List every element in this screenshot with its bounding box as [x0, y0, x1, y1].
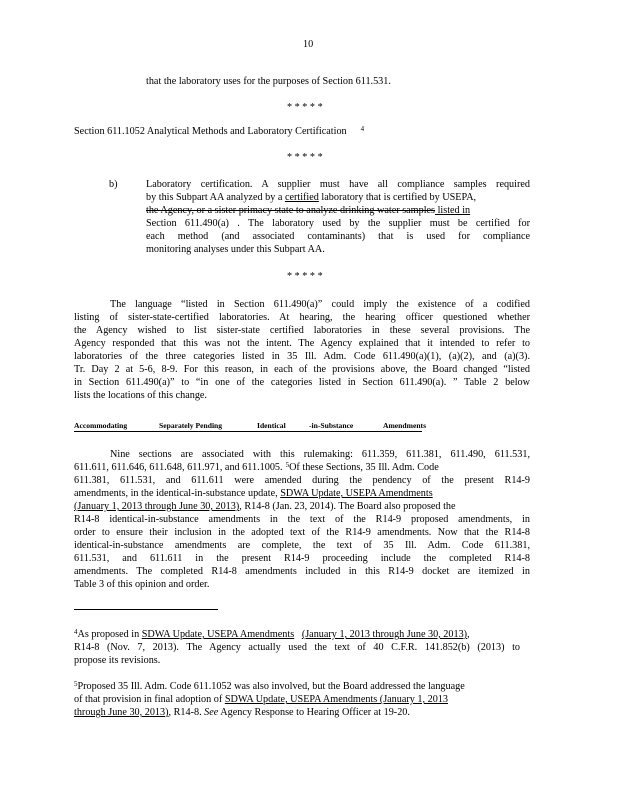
subsection-label: b) [109, 179, 118, 190]
section-heading [74, 125, 364, 138]
footnote-5-line-3: through June 30, 2013), R14-8. See Agency Response to Hearing Officer at 19-20. [74, 707, 410, 718]
subheading-underline [74, 431, 422, 432]
footnote-4-line-3: propose its revisions. [74, 655, 161, 666]
para1-line: Tr. Day 2 at 5-6, 8-9. For this reason, in each of the provisions above, the Board changed “listed [74, 364, 530, 375]
separator-stars-1: * * * * * [287, 102, 323, 113]
para1-line: laboratories of the three categories listed in 35 Ill. Adm. Code 611.490(a)(1), (a)(2), and (a)(3). [74, 351, 530, 362]
footnote-ref-4[interactable]: 4 [360, 125, 365, 133]
subheading-accommodating: Accommodating [74, 421, 128, 430]
para1-line: The language “listed in Section 611.490(a)” could imply the existence of a codified [110, 299, 530, 310]
deleted-text: the Agency, or a sister primacy state to analyze drinking water samples [146, 205, 436, 216]
footnote-5-line-2: of that provision in final adoption of SDWA Update, USEPA Amendments (January 1, 2013 [74, 694, 448, 705]
para1-line: lists the locations of this change. [74, 390, 207, 401]
footnote-4-marker: 4 [74, 628, 78, 636]
para2-line: 611.381, 611.531, and 611.611 were amended during the pendency of the present R14-9 [74, 475, 530, 486]
para1-line: in Section 611.490(a)” to “in one of the categories listed in Section 611.490(a). ” Table 2 below [74, 377, 530, 388]
footnote-4-line-1: $^4$As proposed in SDWA Update, USEPA Amendments (January 1, 2013 through June 30, 2013), [74, 628, 470, 640]
subsection-line-2: by this Subpart AA analyzed by a certified laboratory that is certified by USEPA, [146, 192, 477, 203]
para2-line: amendments. The completed R14-8 amendments included in this R14-9 docket are itemized in [74, 566, 530, 577]
section-heading-text: Section 611.1052 Analytical Methods and Laboratory Certification [74, 126, 347, 137]
intro-line: that the laboratory uses for the purposes of Section 611.531. [146, 76, 391, 87]
subsection-line-3 [146, 204, 530, 217]
subsection-line-1: Laboratory certification. A supplier must have all compliance samples required [146, 179, 530, 190]
citation-link[interactable]: (January 1, 2013 through June 30, 2013) [301, 629, 468, 640]
para2-line: Nine sections are associated with this rulemaking: 611.359, 611.381, 611.490, 611.531, [110, 449, 530, 460]
subheading-identical: Identical [257, 421, 286, 430]
citation-link[interactable]: (January 1, 2013 through June 30, 2013) [74, 501, 240, 512]
separator-stars-2: * * * * * [287, 152, 323, 163]
footnote-4-line-2: R14-8 (Nov. 7, 2013). The Agency actually used the text of 40 C.F.R. 141.852(b) (2013) to [74, 642, 520, 653]
subheading-amendments: Amendments [383, 421, 427, 430]
subsection-line-6: monitoring analyses under this Subpart AA. [146, 244, 325, 255]
para2-line: 611.531, and 611.611 in the present R14-9 proceeding include the completed R14-8 [74, 553, 530, 564]
footnote-ref-5[interactable]: 5 [285, 461, 290, 469]
para2-line: order to ensure their inclusion in the adopted text of the R14-9 amendments. Now that the R14-8 [74, 527, 530, 538]
footnote-5-line-1: $^5$Proposed 35 Ill. Adm. Code 611.1052 was also involved, but the Board addressed the language [74, 680, 465, 692]
para2-line: (January 1, 2013 through June 30, 2013), R14-8 (Jan. 23, 2014). The Board also proposed the [74, 501, 456, 512]
para2-line: R14-8 identical-in-substance amendments in the text of the R14-9 proposed amendments, in [74, 514, 530, 525]
para1-line: the Agency wished to list sister-state certified laboratories in these several provisions. The [74, 325, 530, 336]
citation-link[interactable]: SDWA Update, USEPA Amendments [141, 629, 295, 640]
para2-line: identical-in-substance amendments are complete, the text of 35 Ill. Adm. Code 611.381, [74, 540, 530, 551]
subheading-separately-pending: Separately Pending [159, 421, 223, 430]
inserted-text: listed in [435, 205, 471, 216]
subsection-line-5: each method (and associated contaminants) that is used for compliance [146, 231, 530, 242]
page-number: 10 [303, 39, 314, 50]
para2-line: Table 3 of this opinion and order. [74, 579, 210, 590]
para1-line: listing of sister-state-certified laboratories. At hearing, the hearing officer questioned whether [74, 312, 530, 323]
citation-link[interactable]: SDWA Update, USEPA Amendments [280, 488, 433, 499]
para1-line: Agency responded that this was not the intent. The Agency explained that it intended to refer to [74, 338, 530, 349]
footnote-5-marker: 5 [74, 680, 78, 688]
para2-line: amendments, in the identical-in-substance update, SDWA Update, USEPA Amendments [74, 488, 433, 499]
subsection-line-4: Section 611.490(a) . The laboratory used by the supplier must be certified for [146, 218, 530, 229]
separator-stars-3: * * * * * [287, 271, 323, 282]
footnote-separator [74, 609, 218, 610]
subheading-in-substance: -in-Substance [309, 421, 354, 430]
citation-link[interactable]: through June 30, 2013) [74, 707, 169, 718]
para2-line: 611.611, 611.646, 611.648, 611.971, and 611.1005. $^5$Of these Sections, 35 Ill. Adm. Code [74, 461, 439, 473]
citation-link[interactable]: SDWA Update, USEPA Amendments (January 1, 2013 [224, 694, 448, 705]
inserted-text: certified [284, 192, 319, 203]
